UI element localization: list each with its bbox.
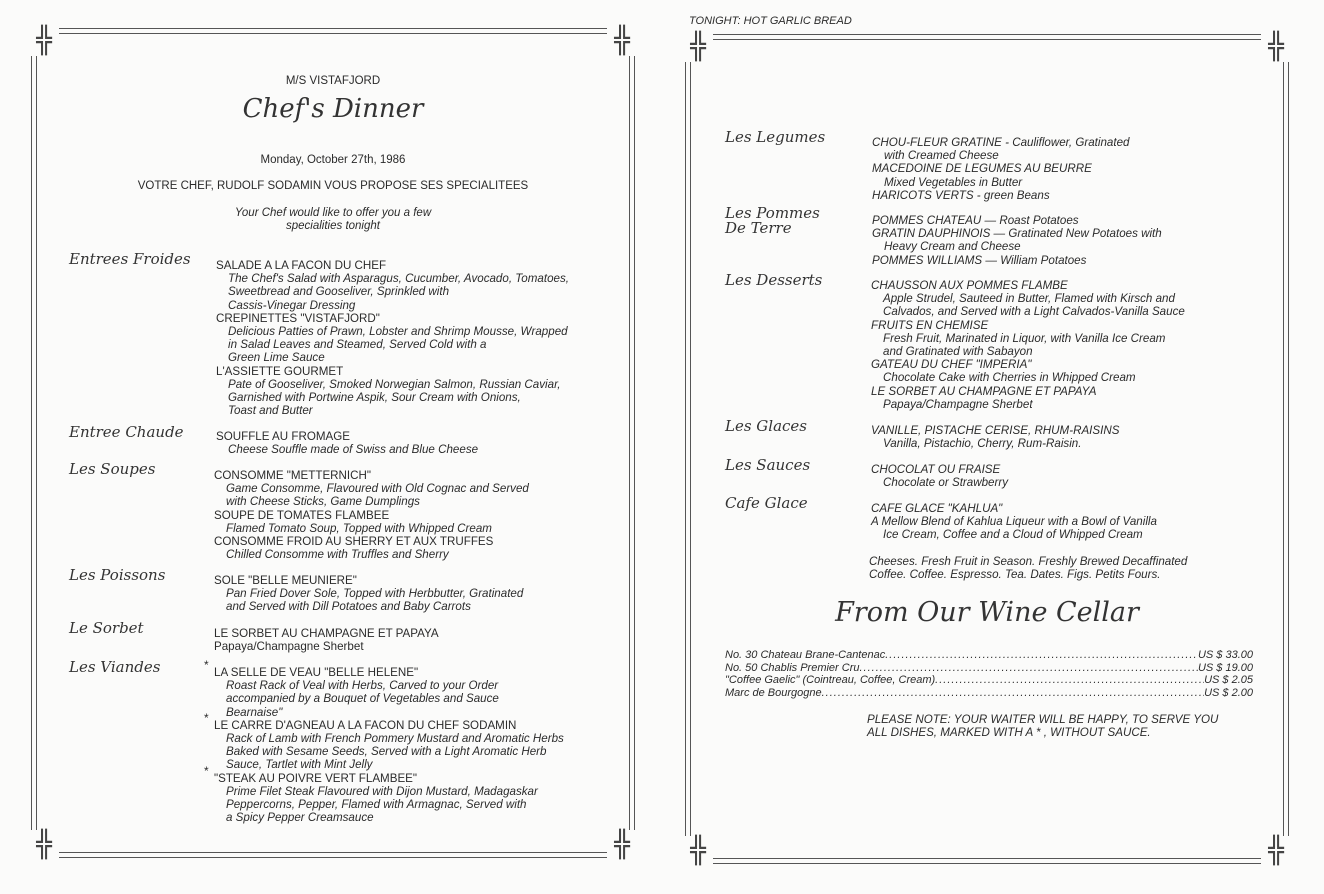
page-title: Chef's Dinner xyxy=(242,94,424,124)
dish-description: Chilled Consomme with Truffles and Sherry xyxy=(226,548,449,562)
legumes-list xyxy=(872,136,1130,202)
dish-description: Toast and Butter xyxy=(228,404,313,418)
section-label-entrees-froides: Entrees Froides xyxy=(69,250,191,268)
menu-item xyxy=(216,365,569,418)
dish-name: POMMES WILLIAMS — William Potatoes xyxy=(872,253,1087,267)
dish-name: LE CARRE D'AGNEAU A LA FACON DU CHEF SODAMIN xyxy=(214,718,517,732)
greek-key-corner-icon: ╬ xyxy=(683,32,713,62)
greek-key-corner-icon: ╬ xyxy=(607,830,637,860)
dish-description: and Gratinated with Sabayon xyxy=(883,345,1033,359)
chef-line: VOTRE CHEF, RUDOLF SODAMIN VOUS PROPOSE SES SPECIALITEES xyxy=(137,180,529,192)
dish-name: POMMES CHATEAU — Roast Potatoes xyxy=(872,214,1079,227)
greek-key-corner-icon: ╬ xyxy=(1261,32,1291,62)
dish-description: Cheese Souffle made of Swiss and Blue Cheese xyxy=(228,443,479,457)
menu-item xyxy=(214,535,529,561)
dish-description: Baked with Sesame Seeds, Served with a Light Aromatic Herb xyxy=(226,745,547,759)
greek-key-corner-icon: ╬ xyxy=(607,26,637,56)
dish-description: Pan Fried Dover Sole, Topped with Herbbutter, Gratinated xyxy=(226,587,524,601)
wine-cellar-title: From Our Wine Cellar xyxy=(835,597,1139,628)
dish-description: Mixed Vegetables in Butter xyxy=(884,175,1023,189)
asterisk-mark: * xyxy=(204,710,209,725)
wine-price: US $ 2.00 xyxy=(1204,686,1253,699)
leader-dots xyxy=(822,687,1204,700)
entree-chaude-list xyxy=(216,430,478,456)
dish-name: CHOCOLAT OU FRAISE xyxy=(871,463,1001,476)
dish-description: Garnished with Portwine Aspik, Sour Cream with Onions, xyxy=(228,391,521,405)
sauce-note: PLEASE NOTE: YOUR WAITER WILL BE HAPPY, TO SERVE YOU ALL DISHES, MARKED WITH A * , WITHOUT SAUCE. xyxy=(867,713,1219,740)
desserts-list xyxy=(871,279,1185,411)
dish-name: CONSOMME "METTERNICH" xyxy=(214,469,372,482)
dish-description: Chocolate or Strawberry xyxy=(883,476,1009,490)
dish-description: accompanied by a Bouquet of Vegetables and Sauce xyxy=(226,692,499,706)
dish-description: The Chef's Salad with Asparagus, Cucumber, Avocado, Tomatoes, xyxy=(228,272,569,286)
menu-item xyxy=(216,259,569,312)
wine-name: No. 30 Chateau Brane-Cantenac xyxy=(725,649,886,661)
dish-name: CHAUSSON AUX POMMES FLAMBE xyxy=(871,279,1068,292)
entrees-froides-list xyxy=(216,259,569,417)
dish-name: GRATIN DAUPHINOIS — Gratinated New Potatoes with xyxy=(872,227,1162,241)
wine-price: US $ 19.00 xyxy=(1197,661,1253,674)
dish-description: Papaya/Champagne Sherbet xyxy=(883,397,1033,411)
dish-name: A Mellow Blend of Kahlua Liqueur with a Bowl of Vanilla xyxy=(871,515,1157,529)
ship-name: M/S VISTAFJORD xyxy=(285,75,381,87)
wine-price: US $ 2.05 xyxy=(1204,674,1253,686)
dish-description: Fresh Fruit, Marinated in Liquor, with Vanilla Ice Cream xyxy=(883,331,1166,345)
dish-description: Prime Filet Steak Flavoured with Dijon Mustard, Madagaskar xyxy=(226,784,538,798)
dish-name: L'ASSIETTE GOURMET xyxy=(216,364,344,378)
dish-description: Delicious Patties of Prawn, Lobster and Shrimp Mousse, Wrapped xyxy=(228,325,568,339)
dish-description: with Creamed Cheese xyxy=(884,149,999,163)
sauces-list xyxy=(871,463,1008,489)
menu-item xyxy=(214,574,523,614)
dish-description: Ice Cream, Coffee and a Cloud of Whipped Cream xyxy=(883,528,1143,542)
dish-description: a Spicy Pepper Creamsauce xyxy=(226,811,374,825)
dish-name: MACEDOINE DE LEGUMES AU BEURRE xyxy=(872,162,1092,176)
dish-description: Rack of Lamb with French Pommery Mustard and Aromatic Herbs xyxy=(226,732,564,746)
pommes-list xyxy=(872,214,1162,267)
wine-name: "Coffee Gaelic" (Cointreau, Coffee, Cream) xyxy=(725,674,936,686)
dish-name: LE SORBET AU CHAMPAGNE ET PAPAYA xyxy=(871,384,1097,398)
section-label-sauces: Les Sauces xyxy=(725,456,811,474)
section-label-viandes: Les Viandes xyxy=(69,658,161,676)
asterisk-mark: * xyxy=(204,658,209,672)
cafe-glace-list xyxy=(871,502,1157,542)
wine-price: US $ 33.00 xyxy=(1197,649,1253,661)
dish-description: Bearnaise" xyxy=(226,705,283,719)
sorbet-item: LE SORBET AU CHAMPAGNE ET PAPAYA Papaya/Champagne Sherbet xyxy=(214,627,439,654)
leader-dots xyxy=(935,674,1204,687)
dish-description: Calvados, and Served with a Light Calvados-Vanilla Sauce xyxy=(883,305,1185,319)
section-label-sorbet: Le Sorbet xyxy=(69,619,144,637)
dish-name: GATEAU DU CHEF "IMPERIA" xyxy=(871,358,1032,372)
wine-name: No. 50 Chablis Premier Cru xyxy=(725,661,860,674)
dish-name: VANILLE, PISTACHE CERISE, RHUM-RAISINS xyxy=(871,424,1120,437)
greek-key-corner-icon: ╬ xyxy=(29,26,59,56)
dish-description: and Served with Dill Potatoes and Baby Carrots xyxy=(226,600,471,614)
wine-row xyxy=(725,674,1253,687)
leader-dots xyxy=(885,649,1198,662)
dish-name: SOUFFLE AU FROMAGE xyxy=(216,430,350,443)
dish-description: Sauce, Tartlet with Mint Jelly xyxy=(226,758,373,772)
dish-description: Apple Strudel, Sauteed in Butter, Flamed with Kirsch and xyxy=(883,292,1175,306)
menu-item xyxy=(214,469,529,509)
dish-description: in Salad Leaves and Steamed, Served Cold with a xyxy=(228,338,487,352)
viandes-list xyxy=(204,658,564,825)
cheeses-line: Cheeses. Fresh Fruit in Season. Freshly Brewed Decaffinated Coffee. Coffee. Espresso. Tea. Dates. Figs. Petits Fours. xyxy=(869,555,1188,582)
dish-name: FRUITS EN CHEMISE xyxy=(871,318,989,332)
glaces-list xyxy=(871,424,1119,450)
menu-item xyxy=(216,430,478,456)
menu-date: Monday, October 27th, 1986 xyxy=(260,154,406,166)
dish-description: Heavy Cream and Cheese xyxy=(884,240,1021,254)
dish-name: CREPINETTES "VISTAFJORD" xyxy=(216,311,380,325)
menu-left-page xyxy=(31,28,635,858)
dish-name: SOUPE DE TOMATES FLAMBEE xyxy=(214,508,390,522)
section-label-desserts: Les Desserts xyxy=(725,271,823,289)
leader-dots xyxy=(860,662,1198,675)
section-label-entree-chaude: Entree Chaude xyxy=(69,423,184,441)
dish-description: Green Lime Sauce xyxy=(228,351,325,365)
top-note: TONIGHT: HOT GARLIC BREAD xyxy=(689,15,852,27)
section-label-pommes: Les Pommes De Terre xyxy=(725,204,820,237)
dish-description: Vanilla, Pistachio, Cherry, Rum-Raisin. xyxy=(883,437,1082,451)
wine-list xyxy=(725,649,1253,699)
soupes-list xyxy=(214,469,529,561)
menu-right-page xyxy=(685,34,1289,864)
dish-name: SOLE "BELLE MEUNIERE" xyxy=(214,574,357,587)
section-label-glaces: Les Glaces xyxy=(725,417,808,435)
dish-description: Chocolate Cake with Cherries in Whipped Cream xyxy=(883,371,1136,385)
section-label-legumes: Les Legumes xyxy=(725,128,826,146)
wine-name: Marc de Bourgogne xyxy=(725,686,822,699)
wine-row xyxy=(725,649,1253,662)
dish-description: Sweetbread and Gooseliver, Sprinkled with xyxy=(228,285,450,299)
dish-name: LA SELLE DE VEAU "BELLE HELENE" xyxy=(214,666,419,679)
dish-name: "STEAK AU POIVRE VERT FLAMBEE" xyxy=(214,771,418,785)
dish-description: Flamed Tomato Soup, Topped with Whipped Cream xyxy=(226,521,492,535)
dish-description: Game Consomme, Flavoured with Old Cognac and Served xyxy=(226,482,529,496)
dish-name: SALADE A LA FACON DU CHEF xyxy=(216,259,387,272)
intro-text: Your Chef would like to offer you a few specialities tonight xyxy=(234,207,432,232)
wine-row xyxy=(725,687,1253,700)
asterisk-mark: * xyxy=(204,763,209,778)
dish-description: Cassis-Vinegar Dressing xyxy=(228,298,356,312)
dish-name: CONSOMME FROID AU SHERRY ET AUX TRUFFES xyxy=(214,535,494,549)
section-label-poissons: Les Poissons xyxy=(69,566,166,584)
menu-item xyxy=(214,509,529,535)
greek-key-corner-icon: ╬ xyxy=(29,830,59,860)
section-label-cafe-glace: Cafe Glace xyxy=(725,494,808,512)
dish-name: HARICOTS VERTS - green Beans xyxy=(872,188,1050,202)
menu-item xyxy=(216,312,569,365)
greek-key-corner-icon: ╬ xyxy=(683,836,713,866)
dish-description: Peppercorns, Pepper, Flamed with Armagnac, Served with xyxy=(226,798,527,812)
greek-key-corner-icon: ╬ xyxy=(1261,836,1291,866)
dish-description: Roast Rack of Veal with Herbs, Carved to your Order xyxy=(226,679,499,693)
dish-description: Pate of Gooseliver, Smoked Norwegian Salmon, Russian Caviar, xyxy=(228,377,561,391)
dish-name: CHOU-FLEUR GRATINE - Cauliflower, Gratinated xyxy=(872,136,1130,149)
dish-name: CAFE GLACE "KAHLUA" xyxy=(871,502,1003,515)
wine-row xyxy=(725,662,1253,675)
poissons-list xyxy=(214,574,523,614)
section-label-soupes: Les Soupes xyxy=(69,460,156,478)
menu-item xyxy=(204,658,564,719)
dish-description: with Cheese Sticks, Game Dumplings xyxy=(226,495,420,509)
